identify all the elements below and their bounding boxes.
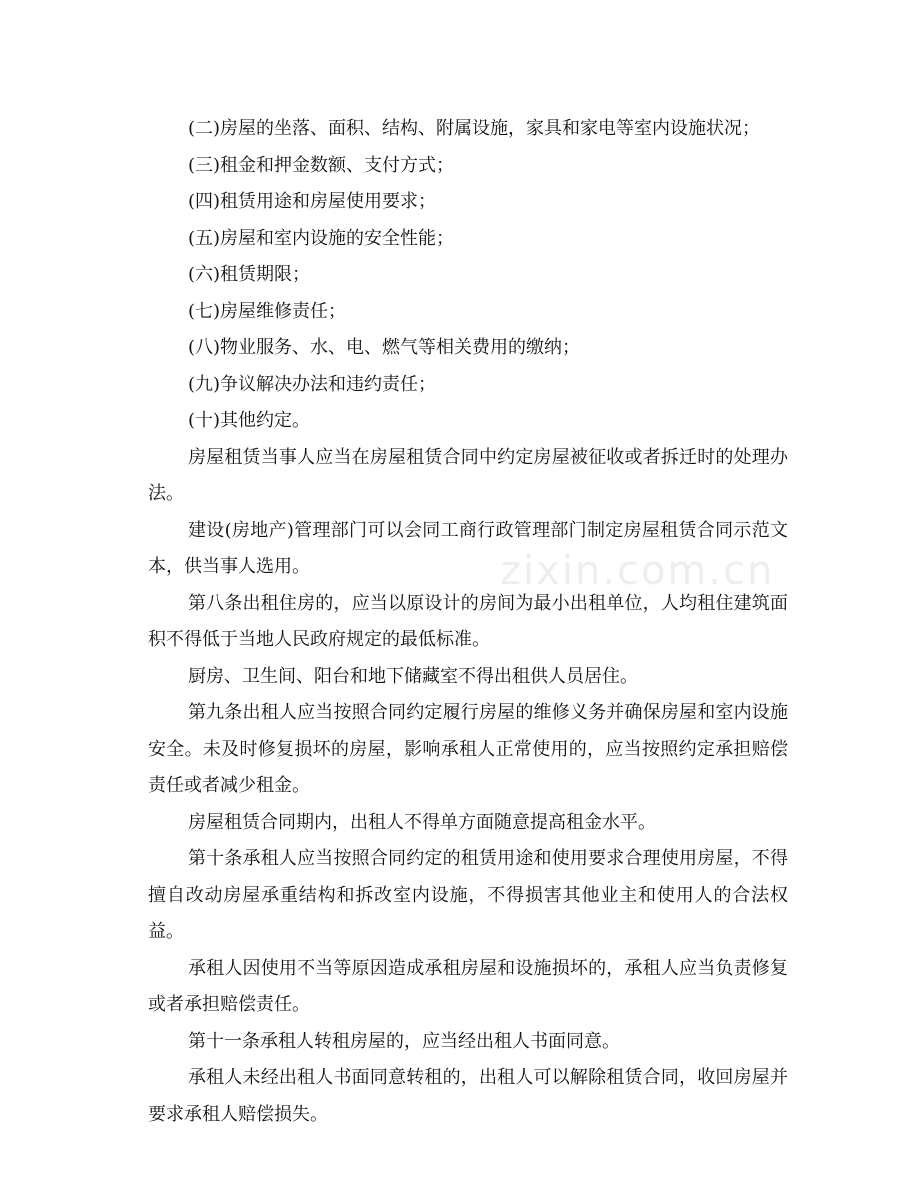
- paragraph-item-10: (十)其他约定。: [188, 410, 311, 431]
- paragraph-article-10: 第十条承租人应当按照合同约定的租赁用途和使用要求合理使用房屋，不得擅自改动房屋承重结构和拆改室内设施，不得损害其他业主和使用人的合法权益。: [148, 848, 788, 942]
- paragraph-item-4: (四)租赁用途和房屋使用要求；: [188, 191, 437, 212]
- paragraph-damage-liability: 承租人因使用不当等原因造成承租房屋和设施损坏的，承租人应当负责修复或者承担赔偿责任。: [148, 957, 788, 1015]
- paragraph-item-3: (三)租金和押金数额、支付方式；: [188, 154, 455, 176]
- paragraph-rent-increase: 房屋租赁合同期内，出租人不得单方面随意提高租金水平。: [188, 811, 656, 833]
- paragraph-article-9: 第九条出租人应当按照合同约定履行房屋的维修义务并确保房屋和室内设施安全。未及时修复损坏的房屋，影响承租人正常使用的，应当按照约定承担赔偿责任或者减少租金。: [148, 702, 788, 796]
- paragraph-item-5: (五)房屋和室内设施的安全性能；: [188, 227, 455, 249]
- paragraph-sublet-termination: 承租人未经出租人书面同意转租的，出租人可以解除租赁合同，收回房屋并要求承租人赔偿损失。: [148, 1067, 788, 1125]
- document-body: [148, 111, 788, 1133]
- paragraph-item-6: (六)租赁期限；: [188, 264, 311, 285]
- paragraph-item-2: (二)房屋的坐落、面积、结构、附属设施，家具和家电等室内设施状况；: [188, 118, 761, 139]
- paragraph-model-contract: 建设(房地产)管理部门可以会同工商行政管理部门制定房屋租赁合同示范文本，供当事人选用。: [148, 519, 788, 577]
- paragraph-expropriation: 房屋租赁当事人应当在房屋租赁合同中约定房屋被征收或者拆迁时的处理办法。: [148, 446, 788, 504]
- paragraph-item-8: (八)物业服务、水、电、燃气等相关费用的缴纳；: [188, 337, 581, 358]
- paragraph-article-8: 第八条出租住房的，应当以原设计的房间为最小出租单位，人均租住建筑面积不得低于当地人民政府规定的最低标准。: [148, 592, 788, 650]
- paragraph-kitchen-rule: 厨房、卫生间、阳台和地下储藏室不得出租供人员居住。: [188, 665, 638, 687]
- paragraph-item-9: (九)争议解决办法和违约责任；: [188, 373, 437, 395]
- paragraph-article-11: 第十一条承租人转租房屋的，应当经出租人书面同意。: [188, 1030, 620, 1052]
- watermark: zixin.com.cn: [500, 548, 775, 594]
- paragraph-item-7: (七)房屋维修责任；: [188, 300, 347, 322]
